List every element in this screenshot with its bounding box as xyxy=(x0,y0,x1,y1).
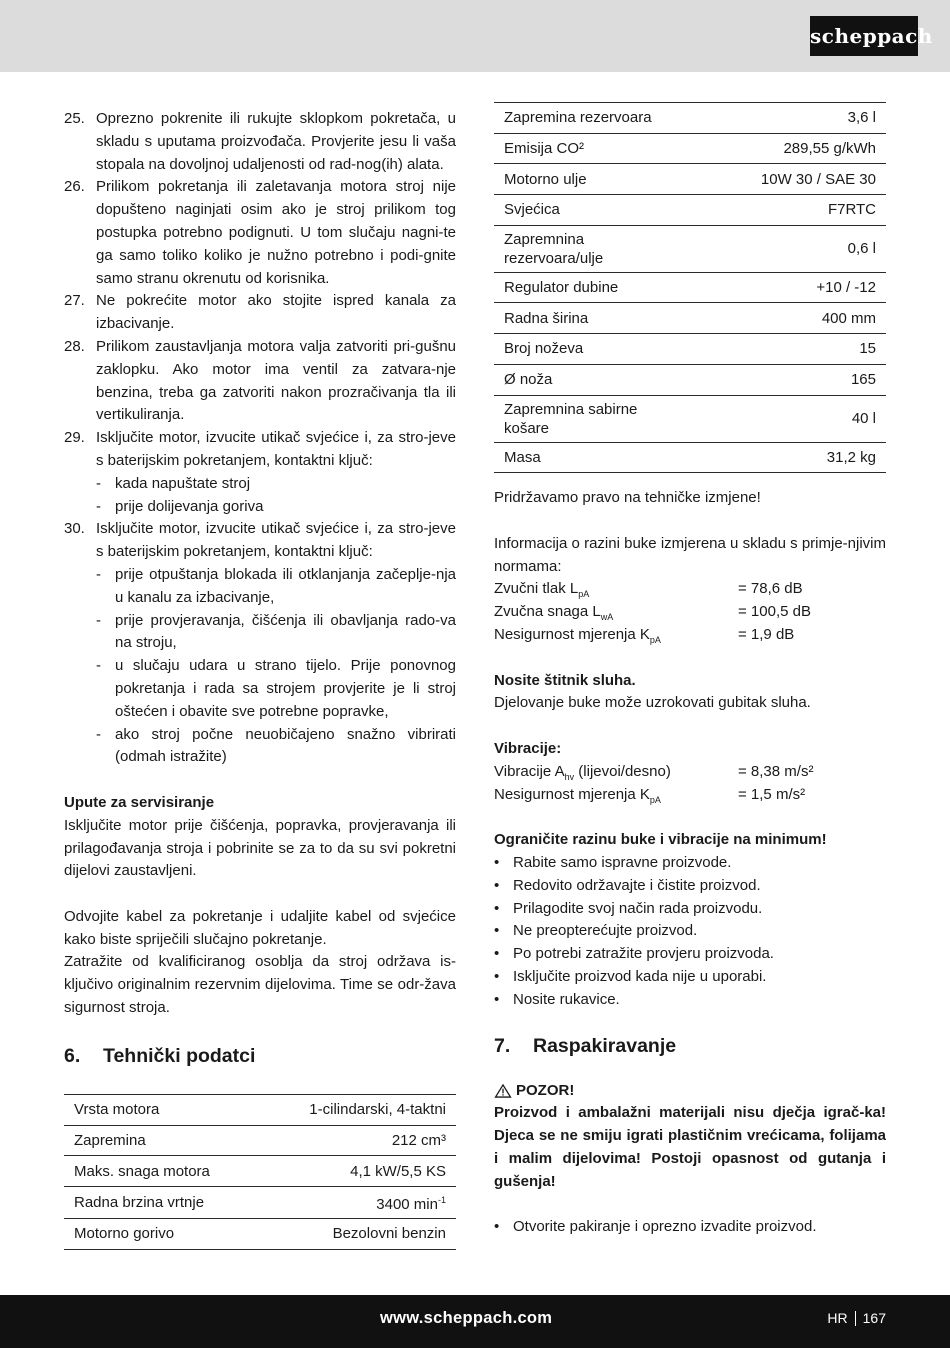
dash-text: ako stroj počne neuobičajeno snažno vibrirati (odmah istražite) xyxy=(115,725,456,766)
dash-item xyxy=(64,564,456,610)
table-label: Regulator dubine xyxy=(504,279,619,297)
table-row xyxy=(494,364,886,395)
measure-value: = 100,5 dB xyxy=(738,603,811,621)
dash-marker: - xyxy=(96,657,101,675)
table-value: 400 mm xyxy=(821,309,876,327)
list-number: 26. xyxy=(64,178,85,196)
dash-text: prije dolijevanja goriva xyxy=(115,497,264,515)
measure-value: = 8,38 m/s² xyxy=(738,762,814,780)
page-separator xyxy=(855,1311,856,1326)
dash-marker: - xyxy=(96,725,101,743)
measure-label xyxy=(494,761,738,784)
table-value: F7RTC xyxy=(827,201,876,219)
table-row xyxy=(64,1186,456,1218)
bullet-marker: • xyxy=(494,899,500,917)
bullet-text: Nosite rukavice. xyxy=(513,990,620,1008)
table-label: Motorno ulje xyxy=(504,170,587,188)
measure-subscript: hv xyxy=(564,771,575,782)
vibration-row xyxy=(494,761,886,784)
section-number: 7. xyxy=(494,1034,511,1057)
website-link[interactable]: www.scheppach.com xyxy=(380,1309,553,1327)
dash-item xyxy=(64,610,456,656)
warning-title xyxy=(494,1080,886,1103)
bullet-item xyxy=(494,920,886,943)
measure-value: = 1,9 dB xyxy=(738,625,795,643)
list-text: Isključite motor, izvucite utikač svjećice i, za stro-jeve s baterijskim pokretanjem, kontaktni ključ: xyxy=(96,429,456,469)
value-text: 3400 min xyxy=(376,1195,438,1213)
table-row xyxy=(494,133,886,164)
table-value: 3,6 l xyxy=(847,109,876,127)
table-label: Zapremnina rezervoara/ulje xyxy=(504,230,604,267)
header-bar xyxy=(0,0,950,72)
table-label: Ø noža xyxy=(504,371,553,389)
bullet-marker: • xyxy=(494,945,500,963)
measure-label-text: Nesigurnost mjerenja K xyxy=(494,625,650,643)
list-item-25 xyxy=(64,108,456,176)
page-indicator xyxy=(827,1310,886,1326)
table-value: 40 l xyxy=(851,410,876,427)
limit-heading: Ograničite razinu buke i vibracije na minimum! xyxy=(494,831,827,849)
table-label: Zapremnina sabirne košare xyxy=(504,400,638,437)
bullet-item xyxy=(494,1216,886,1239)
table-row xyxy=(494,225,886,272)
dash-item xyxy=(64,655,456,723)
table-row xyxy=(494,103,886,134)
table-value: 15 xyxy=(859,340,876,358)
measure-label xyxy=(494,578,738,601)
measure-value: = 1,5 m/s² xyxy=(738,785,806,803)
bullet-text: Otvorite pakiranje i oprezno izvadite proizvod. xyxy=(513,1218,817,1236)
bullet-marker: • xyxy=(494,967,500,985)
table-label: Maks. snaga motora xyxy=(74,1162,210,1180)
right-column xyxy=(494,102,886,1239)
list-number: 27. xyxy=(64,292,85,310)
noise-row xyxy=(494,624,886,647)
noise-row xyxy=(494,578,886,601)
table-label: Zapremina xyxy=(74,1131,146,1149)
table-value: 4,1 kW/5,5 KS xyxy=(350,1162,446,1180)
footer-bar xyxy=(0,1295,950,1348)
table-label: Broj noževa xyxy=(504,340,584,358)
bullet-marker: • xyxy=(494,1218,500,1236)
table-value: 289,55 g/kWh xyxy=(783,140,876,158)
table-row xyxy=(494,442,886,473)
bullet-text: Redovito održavajte i čistite proizvod. xyxy=(513,876,761,894)
measure-label-text: Nesigurnost mjerenja K xyxy=(494,785,650,803)
list-text: Isključite motor, izvucite utikač svjećice i, za stro-jeve s baterijskim pokretanjem, kontaktni ključ: xyxy=(96,520,456,561)
tech-data-table-left xyxy=(64,1094,456,1250)
table-row xyxy=(494,195,886,226)
measure-subscript: pA xyxy=(578,589,590,600)
table-label: Vrsta motora xyxy=(74,1101,160,1119)
bullet-text: Ne preopterećujte proizvod. xyxy=(513,922,698,940)
bullet-item xyxy=(494,943,886,966)
measure-subscript: pA xyxy=(649,634,661,645)
measure-subscript: pA xyxy=(649,794,661,805)
list-item-28 xyxy=(64,336,456,427)
list-text: Ne pokrećite motor ako stojite ispred kanala za izbacivanje. xyxy=(96,292,456,333)
list-text: Oprezno pokrenite ili rukujte sklopkom pokretača, u skladu s uputama proizvođača. Provjerite jesu li vaša stopala na dovoljnoj udaljenosti od rad-nog(ih) alata. xyxy=(96,110,456,173)
dash-item xyxy=(64,496,456,519)
service-paragraph-3: Zatražite od kvalificiranog osoblja da stroj održava is-ključivo originalnim rezervnim dijelovima. Time se odr-žava sigurnost stroja. xyxy=(64,953,456,1017)
table-value: 1-cilindarski, 4-taktni xyxy=(309,1101,446,1119)
dash-text: kada napuštate stroj xyxy=(115,474,251,492)
table-label: Radna širina xyxy=(504,309,589,327)
table-row xyxy=(64,1094,456,1125)
list-number: 30. xyxy=(64,520,85,538)
hearing-text: Djelovanje buke može uzrokovati gubitak sluha. xyxy=(494,694,811,712)
noise-intro: Informacija o razini buke izmjerena u skladu s primje-njivim normama: xyxy=(494,534,886,575)
section-7-heading xyxy=(494,1032,886,1060)
bullet-text: Rabite samo ispravne proizvode. xyxy=(513,853,732,871)
dash-marker: - xyxy=(96,565,101,583)
measure-label-text: Zvučna snaga L xyxy=(494,603,601,621)
table-row xyxy=(494,395,886,442)
bullet-item xyxy=(494,852,886,875)
noise-row xyxy=(494,601,886,624)
section-6-heading xyxy=(64,1042,456,1070)
bullet-item xyxy=(494,898,886,921)
table-label: Svjećica xyxy=(504,201,560,219)
table-row xyxy=(494,272,886,303)
table-row xyxy=(64,1125,456,1156)
table-value: Bezolovni benzin xyxy=(332,1225,446,1243)
service-heading: Upute za servisiranje xyxy=(64,793,215,811)
section-title: Tehnički podatci xyxy=(103,1044,256,1067)
measure-label-text: Vibracije A xyxy=(494,762,565,780)
list-text: Prilikom zaustavljanja motora valja zatvoriti pri-gušnu zaklopku. Ako motor ima ventil za zatvara-nje benzina, treba ga zatvoriti nakon prozračivanja tla ili vertikuliranja. xyxy=(96,337,456,424)
vibration-row xyxy=(494,784,886,807)
section-number: 6. xyxy=(64,1044,81,1067)
table-value: 212 cm³ xyxy=(391,1131,446,1149)
bullet-marker: • xyxy=(494,853,500,871)
table-row xyxy=(64,1218,456,1249)
table-value: +10 / -12 xyxy=(816,279,876,297)
tech-data-table-right xyxy=(494,102,886,473)
list-item-30 xyxy=(64,518,456,564)
bullet-item xyxy=(494,875,886,898)
table-value: 0,6 l xyxy=(847,240,876,258)
dash-text: prije provjeravanja, čišćenja ili obavljanja rado-va na stroju, xyxy=(115,611,456,652)
dash-marker: - xyxy=(96,611,101,629)
table-label: Zapremina rezervoara xyxy=(504,109,652,127)
measure-subscript: wA xyxy=(600,612,614,623)
measure-label xyxy=(494,784,738,807)
measure-label xyxy=(494,624,738,647)
dash-text: u slučaju udara u strano tijelo. Prije ponovnog pokretanja i rada sa strojem provjerite je li stroj oštećen i obavite sve potrebne popravke, xyxy=(115,657,456,720)
dash-marker: - xyxy=(96,497,101,515)
table-label: Emisija CO² xyxy=(504,140,585,158)
warning-text: Proizvod i ambalažni materijali nisu dječja igrač-ka! Djeca se ne smiju igrati plastičnim vrećicama, folijama i malim dijelovima! Postoji opasnost od gutanja i gušenja! xyxy=(494,1104,886,1190)
table-row xyxy=(494,303,886,334)
table-row xyxy=(64,1156,456,1187)
list-item-29 xyxy=(64,427,456,473)
warning-label: POZOR! xyxy=(516,1081,575,1099)
list-number: 28. xyxy=(64,337,85,355)
list-text: Prilikom pokretanja ili zaletavanja motora stroj nije dopušteno naginjati osim ako je stroj prilikom tog postupka potrebno podignuti. U tom slučaju nagni-te ga samo toliko koliko je nužno potrebno i podi-gnite samo stranu okrenutu od korisnika. xyxy=(96,178,456,287)
table-value xyxy=(259,1186,456,1218)
table-label: Motorno gorivo xyxy=(74,1225,175,1243)
service-paragraph-2: Odvojite kabel za pokretanje i udaljite kabel od svjećice kako biste spriječili slučajno pokretanje. xyxy=(64,907,456,948)
vibration-heading: Vibracije: xyxy=(494,739,562,757)
list-item-26 xyxy=(64,176,456,290)
scheppach-logo: scheppach xyxy=(810,16,918,56)
table-label: Masa xyxy=(504,448,541,466)
list-number: 25. xyxy=(64,110,85,127)
table-value: 165 xyxy=(850,371,876,389)
language-code: HR xyxy=(827,1310,848,1326)
page-number: 167 xyxy=(862,1310,886,1326)
dash-text: prije otpuštanja blokada ili otklanjanja začeplje-nja u kanalu za izbacivanje, xyxy=(115,565,456,606)
measure-label xyxy=(494,601,738,624)
bullet-text: Isključite proizvod kada nije u uporabi. xyxy=(513,967,767,985)
bullet-marker: • xyxy=(494,876,500,894)
warning-triangle-icon xyxy=(494,1084,512,1098)
table-label: Radna brzina vrtnje xyxy=(74,1193,205,1211)
list-number: 29. xyxy=(64,429,85,447)
bullet-marker: • xyxy=(494,990,500,1008)
table-row xyxy=(494,334,886,365)
measure-label-suffix: (lijevoi/desno) xyxy=(574,762,671,780)
left-column xyxy=(64,108,456,1250)
service-paragraph-1: Isključite motor prije čišćenja, popravka, provjeravanja ili prilagođavanja stroja i pobrinite se za to da su svi pokretni dijelovi zaustavljeni. xyxy=(64,816,456,880)
bullet-item xyxy=(494,989,886,1012)
list-item-27 xyxy=(64,290,456,336)
table-value: 10W 30 / SAE 30 xyxy=(760,170,876,188)
table-value: 31,2 kg xyxy=(826,448,876,466)
table-row xyxy=(494,164,886,195)
bullet-text: Po potrebi zatražite provjeru proizvoda. xyxy=(513,945,774,963)
reserve-note: Pridržavamo pravo na tehničke izmjene! xyxy=(494,489,761,507)
bullet-item xyxy=(494,966,886,989)
bullet-text: Prilagodite svoj način rada proizvodu. xyxy=(513,899,763,917)
dash-marker: - xyxy=(96,474,101,492)
section-title: Raspakiravanje xyxy=(533,1034,677,1057)
hearing-heading: Nosite štitnik sluha. xyxy=(494,671,636,689)
value-superscript: -1 xyxy=(437,1194,446,1205)
measure-label-text: Zvučni tlak L xyxy=(494,580,579,598)
bullet-marker: • xyxy=(494,922,500,940)
dash-item xyxy=(64,473,456,496)
measure-value: = 78,6 dB xyxy=(738,580,803,598)
dash-item xyxy=(64,724,456,770)
